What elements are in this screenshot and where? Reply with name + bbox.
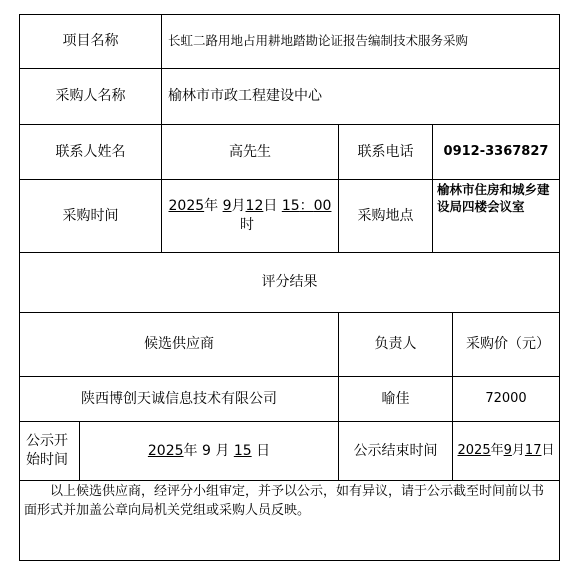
contact-phone-label: 联系电话 bbox=[357, 143, 414, 160]
end-month: 9 bbox=[503, 443, 512, 459]
end-day: 17 bbox=[524, 443, 542, 459]
purchase-time-label: 采购时间 bbox=[62, 207, 119, 224]
person-header: 负责人 bbox=[374, 336, 417, 353]
price-header: 采购价（元） bbox=[466, 336, 550, 353]
purchase-time-value bbox=[162, 180, 338, 252]
contact-phone-value: 0912-3367827 bbox=[443, 144, 549, 160]
result-title: 评分结果 bbox=[261, 274, 318, 291]
person-value: 喻佳 bbox=[381, 390, 410, 407]
end-year-unit: 年 bbox=[490, 443, 504, 459]
project-name-label: 项目名称 bbox=[62, 33, 119, 50]
purchase-place-value: 榆林市住房和城乡建设局四楼会议室 bbox=[437, 182, 550, 214]
start-year: 2025 bbox=[147, 442, 184, 459]
purchase-place-label: 采购地点 bbox=[357, 207, 414, 224]
publicity-start-label: 公示开始时间 bbox=[26, 433, 68, 468]
purchase-time-line2: 时 bbox=[240, 217, 254, 233]
project-name-value: 长虹二路用地占用耕地踏勘论证报告编制技术服务采购 bbox=[168, 33, 469, 49]
end-month-unit: 月 bbox=[511, 443, 525, 459]
purchaser-label: 采购人名称 bbox=[55, 88, 126, 105]
contact-name-value: 高先生 bbox=[229, 143, 271, 160]
purchase-year: 2025 bbox=[168, 198, 205, 215]
price-value: 72000 bbox=[485, 391, 527, 407]
purchase-time-line1 bbox=[169, 197, 332, 216]
supplier-value: 陕西博创天诚信息技术有限公司 bbox=[81, 390, 277, 407]
purchase-hour: 15 bbox=[281, 198, 300, 215]
supplier-header: 候选供应商 bbox=[144, 336, 214, 353]
end-year: 2025 bbox=[457, 443, 491, 459]
purchaser-value: 榆林市市政工程建设中心 bbox=[168, 88, 322, 105]
start-day: 15 bbox=[233, 442, 252, 459]
publicity-start-value bbox=[80, 422, 338, 480]
start-day-unit: 日 bbox=[256, 442, 271, 459]
publicity-end-label: 公示结束时间 bbox=[353, 442, 438, 459]
purchase-minute: 00 bbox=[313, 198, 332, 215]
start-year-unit: 年 bbox=[183, 442, 198, 459]
day-unit: 日 bbox=[263, 198, 278, 215]
end-day-unit: 日 bbox=[541, 443, 555, 459]
start-month-unit: 月 bbox=[215, 442, 230, 459]
time-colon: ： bbox=[299, 198, 314, 215]
notice-text: 以上候选供应商，经评分小组审定，并予以公示，如有异议，请于公示截至时间前以书面形式并加盖公章向局机关党组或采购人员反映。 bbox=[24, 484, 545, 518]
month-unit: 月 bbox=[231, 198, 246, 215]
contact-name-label: 联系人姓名 bbox=[55, 143, 126, 160]
year-unit: 年 bbox=[204, 198, 219, 215]
purchase-month: 9 bbox=[222, 198, 232, 215]
start-month: 9 bbox=[201, 442, 211, 459]
publicity-end-value bbox=[453, 422, 559, 480]
purchase-day: 12 bbox=[245, 198, 264, 215]
